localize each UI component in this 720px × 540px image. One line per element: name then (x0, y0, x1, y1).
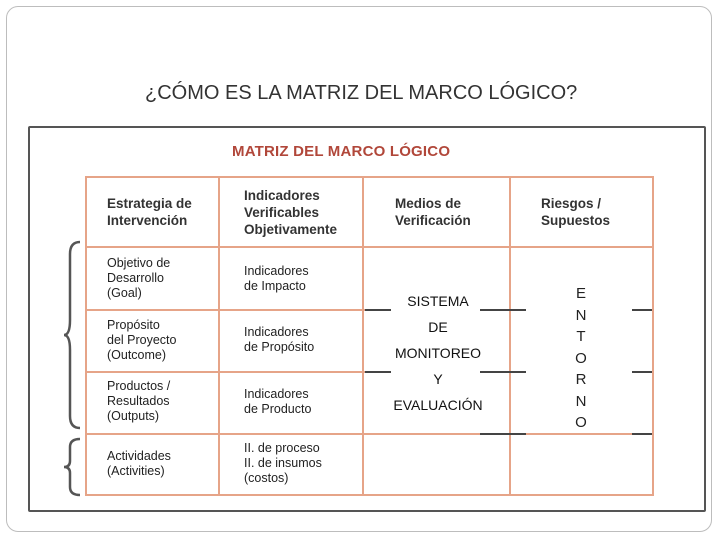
grid-line-top (85, 176, 653, 178)
grid-line-col1 (218, 176, 220, 496)
slide-title: ¿CÓMO ES LA MATRIZ DEL MARCO LÓGICO? (145, 82, 578, 104)
row-level-activities: Actividades (Activities) (107, 449, 171, 478)
grid-line-row3 (85, 433, 653, 435)
grid-line-col3 (509, 176, 511, 496)
vertical-letter: O (575, 414, 587, 431)
vertical-letter: O (575, 349, 587, 367)
row-indicator-impact: Indicadores de Impacto (244, 264, 309, 293)
row-indicator-process: II. de proceso II. de insumos (costos) (244, 441, 322, 485)
row-tick (632, 371, 652, 373)
grid-line-row2 (85, 371, 365, 373)
grid-line-bottom (85, 494, 653, 496)
matrix-title: MATRIZ DEL MARCO LÓGICO (232, 143, 451, 160)
header-means: Medios de Verificación (395, 196, 471, 228)
vertical-letter: R (575, 371, 587, 388)
vertical-letter: E (575, 285, 586, 302)
grid-line-col2 (362, 176, 364, 496)
row-level-outputs: Productos / Resultados (Outputs) (107, 379, 171, 423)
monitoring-system-text: SISTEMA DE MONITOREO Y EVALUACIÓN (393, 293, 483, 413)
vertical-letter: N (575, 306, 587, 324)
grid-line-right (652, 176, 654, 496)
row-indicator-purpose: Indicadores de Propósito (244, 325, 315, 354)
environment-vertical-text (571, 283, 591, 434)
brace-upper-icon (62, 240, 82, 430)
row-tick (632, 309, 652, 311)
row-indicator-product: Indicadores de Producto (244, 387, 312, 416)
brace-lower-icon (62, 437, 82, 497)
row-level-goal: Objetivo de Desarrollo (Goal) (107, 256, 171, 300)
row-tick (632, 433, 652, 435)
header-strategy: Estrategia de Intervención (107, 196, 192, 228)
header-risks: Riesgos / Supuestos (541, 196, 611, 228)
row-tick (480, 433, 526, 435)
header-indicators: Indicadores Verificables Objetivamente (244, 188, 338, 237)
grid-line-header-bottom (85, 246, 653, 248)
vertical-letter: T (576, 328, 586, 345)
grid-line-left (85, 176, 87, 496)
vertical-letter: N (575, 392, 587, 410)
grid-line-row1 (85, 309, 365, 311)
row-level-outcome: Propósito del Proyecto (Outcome) (107, 318, 177, 362)
